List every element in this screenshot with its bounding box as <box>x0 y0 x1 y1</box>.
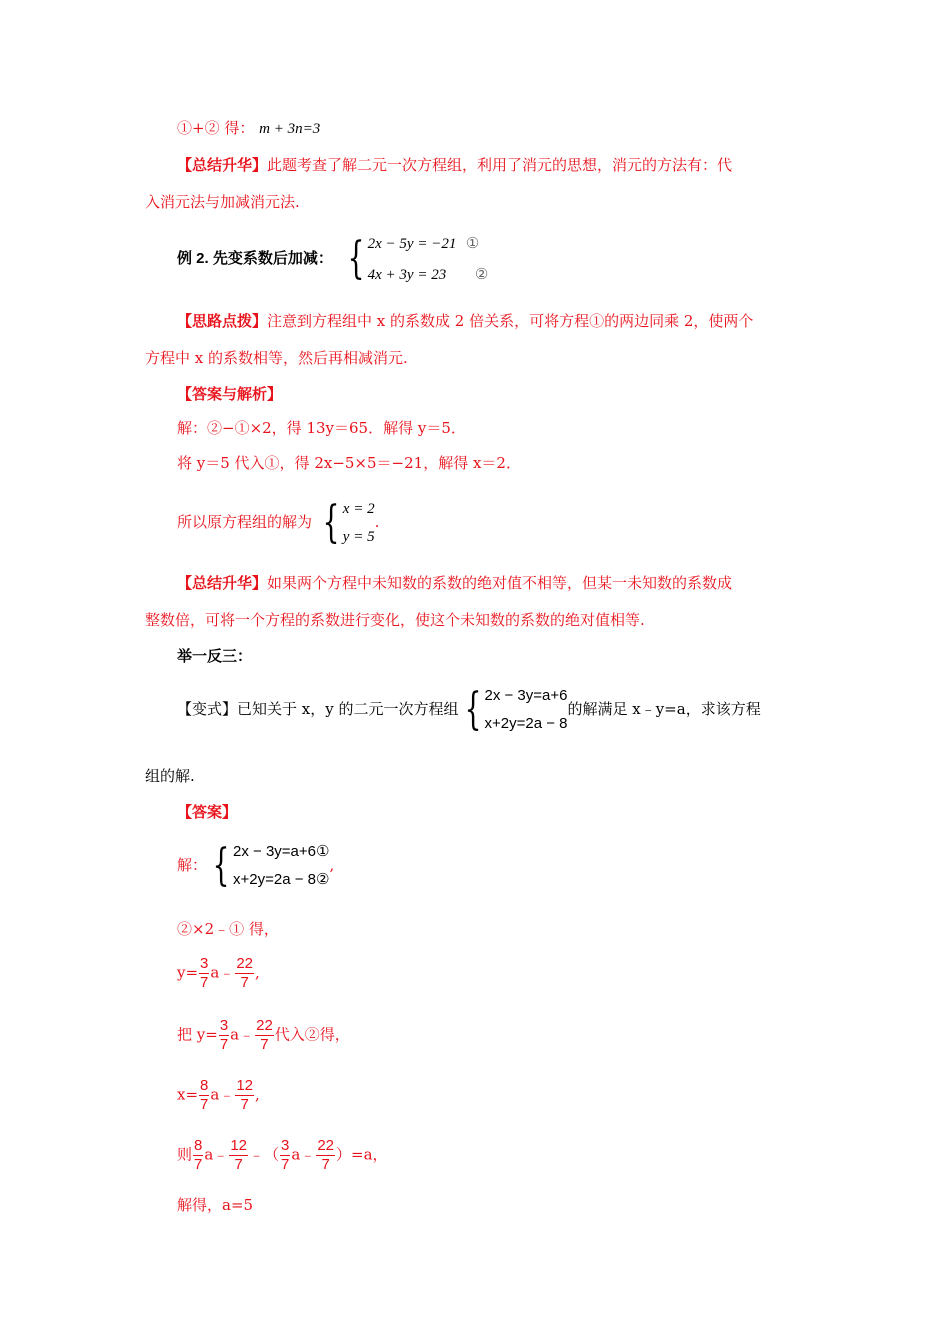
numerator: 22 <box>236 955 254 972</box>
answer-head: 【答案与解析】 <box>177 385 283 403</box>
equation-2: 4x + 3y = 23 <box>367 267 447 283</box>
hint-line-a <box>177 311 753 331</box>
numerator: 3 <box>200 955 209 972</box>
brace-icon: { <box>212 840 230 891</box>
answer-x-expression <box>177 1077 260 1114</box>
numerator: 8 <box>200 1077 209 1094</box>
equation-2: x+2y=2a − 8② <box>233 871 330 888</box>
solution-line-2: 将 y＝5 代入①，得 2x−5×5＝−21，解得 x＝2． <box>177 454 521 472</box>
fraction <box>219 1017 229 1054</box>
brace-icon: { <box>322 497 340 548</box>
expr-end: , <box>255 1085 260 1104</box>
fraction <box>199 1077 209 1114</box>
solution-line-1: 解：②−①×2，得 13y＝65．解得 y＝5． <box>177 419 466 437</box>
line-sum-equation <box>177 118 320 139</box>
expr-end: ）=a， <box>336 1145 388 1164</box>
expr-prefix: y= <box>177 963 199 982</box>
denominator: 7 <box>240 1096 249 1113</box>
equation-system <box>342 228 489 290</box>
brace-icon: { <box>347 233 365 284</box>
expr-prefix: 把 y= <box>177 1025 218 1044</box>
fraction <box>229 1137 248 1174</box>
expr-end: 代入②得， <box>274 1025 350 1044</box>
eq-marker: ① <box>465 234 480 252</box>
solution-line-3 <box>177 495 379 551</box>
variant-text: 已知关于 x，y 的二元一次方程组 <box>237 700 459 718</box>
fraction <box>193 1137 203 1174</box>
step-label: ①+② 得： <box>177 119 255 137</box>
denominator: 7 <box>194 1156 203 1173</box>
summary1-line-b <box>145 192 300 212</box>
denominator: 7 <box>260 1036 269 1053</box>
expr-mid: ﹣（ <box>249 1145 280 1164</box>
denominator: 7 <box>321 1156 330 1173</box>
numerator: 8 <box>194 1137 203 1154</box>
answer-step-1: ②×2﹣① 得， <box>177 920 279 938</box>
variant-tag: 【变式】 <box>177 700 238 718</box>
answer-result: 解得，a=5 <box>177 1196 254 1214</box>
numerator: 12 <box>236 1077 254 1094</box>
variant-text: 的解满足 x﹣y=a，求该方程 <box>567 700 761 718</box>
expr-prefix: 则 <box>177 1145 193 1164</box>
expr-mid: a﹣ <box>210 963 235 982</box>
example2 <box>177 228 488 290</box>
period: . <box>374 513 380 531</box>
variant-line-c: 组的解. <box>145 767 195 785</box>
numerator: 3 <box>281 1137 290 1154</box>
expr-mid: a﹣ <box>230 1025 255 1044</box>
practice-head: 举一反三： <box>177 647 253 665</box>
answer2-head: 【答案】 <box>177 803 238 821</box>
formula: m + 3n=3 <box>259 121 321 137</box>
hint-text: 方程中 x 的系数相等，然后再相减消元. <box>145 349 408 367</box>
solution-system <box>317 495 375 551</box>
hint-text: 注意到方程组中 x 的系数成 2 倍关系，可将方程①的两边同乘 2，使两个 <box>267 312 754 330</box>
numerator: 3 <box>219 1017 229 1034</box>
solution-x: x = 2 <box>342 501 375 517</box>
solution-prefix: 解： <box>177 856 208 874</box>
equation-2: x+2y=2a − 8 <box>484 715 568 732</box>
summary-text: 此题考查了解二元一次方程组，利用了消元的思想，消元的方法有：代 <box>267 156 733 174</box>
answer-equation-system <box>207 838 329 894</box>
summary-text: 整数倍，可将一个方程的系数进行变化，使这个未知数的系数的绝对值相等. <box>145 611 645 629</box>
eq-marker: ② <box>474 265 489 283</box>
summary2-line-b <box>145 610 645 630</box>
expr-mid: a﹣ <box>210 1085 235 1104</box>
fraction <box>316 1137 335 1174</box>
summary1-line-a <box>177 155 732 175</box>
expr-end: , <box>255 963 260 982</box>
numerator: 22 <box>317 1137 334 1154</box>
comma: , <box>329 856 335 874</box>
solution-y: y = 5 <box>342 529 375 545</box>
denominator: 7 <box>219 1036 229 1053</box>
expr-mid: a﹣ <box>204 1145 229 1164</box>
hint-line-b <box>145 348 408 368</box>
equation-1: 2x − 5y = −21 <box>367 236 457 252</box>
fraction <box>255 1017 274 1054</box>
denominator: 7 <box>240 974 249 991</box>
equation-1: 2x − 3y=a+6① <box>233 843 330 860</box>
solution-text: 所以原方程组的解为 <box>177 513 313 531</box>
denominator: 7 <box>281 1156 290 1173</box>
summary-text: 如果两个方程中未知数的系数的绝对值不相等，但某一未知数的系数成 <box>267 574 733 592</box>
denominator: 7 <box>200 974 209 991</box>
brace-icon: { <box>464 684 481 735</box>
expr-mid: a﹣ <box>291 1145 316 1164</box>
answer-equation-in-a <box>177 1137 388 1174</box>
example-title: 例 2. 先变系数后加减： <box>177 250 333 267</box>
equation-1: 2x − 3y=a+6 <box>484 687 568 704</box>
variant-system <box>459 682 568 738</box>
hint-tag: 【思路点拨】 <box>177 312 268 330</box>
summary-tag: 【总结升华】 <box>177 574 268 592</box>
numerator: 12 <box>230 1137 247 1154</box>
denominator: 7 <box>200 1096 209 1113</box>
fraction <box>235 1077 254 1114</box>
fraction <box>199 955 209 992</box>
denominator: 7 <box>234 1156 243 1173</box>
variant-problem <box>177 682 761 738</box>
summary-text: 入消元法与加减消元法. <box>145 193 300 211</box>
summary2-line-a <box>177 573 732 593</box>
expr-prefix: x= <box>177 1085 199 1104</box>
numerator: 22 <box>256 1017 273 1034</box>
fraction <box>280 1137 290 1174</box>
fraction <box>235 955 254 992</box>
answer-y-expression <box>177 955 260 992</box>
summary-tag: 【总结升华】 <box>177 156 268 174</box>
answer-system <box>177 838 334 894</box>
answer-substitute <box>177 1017 350 1054</box>
